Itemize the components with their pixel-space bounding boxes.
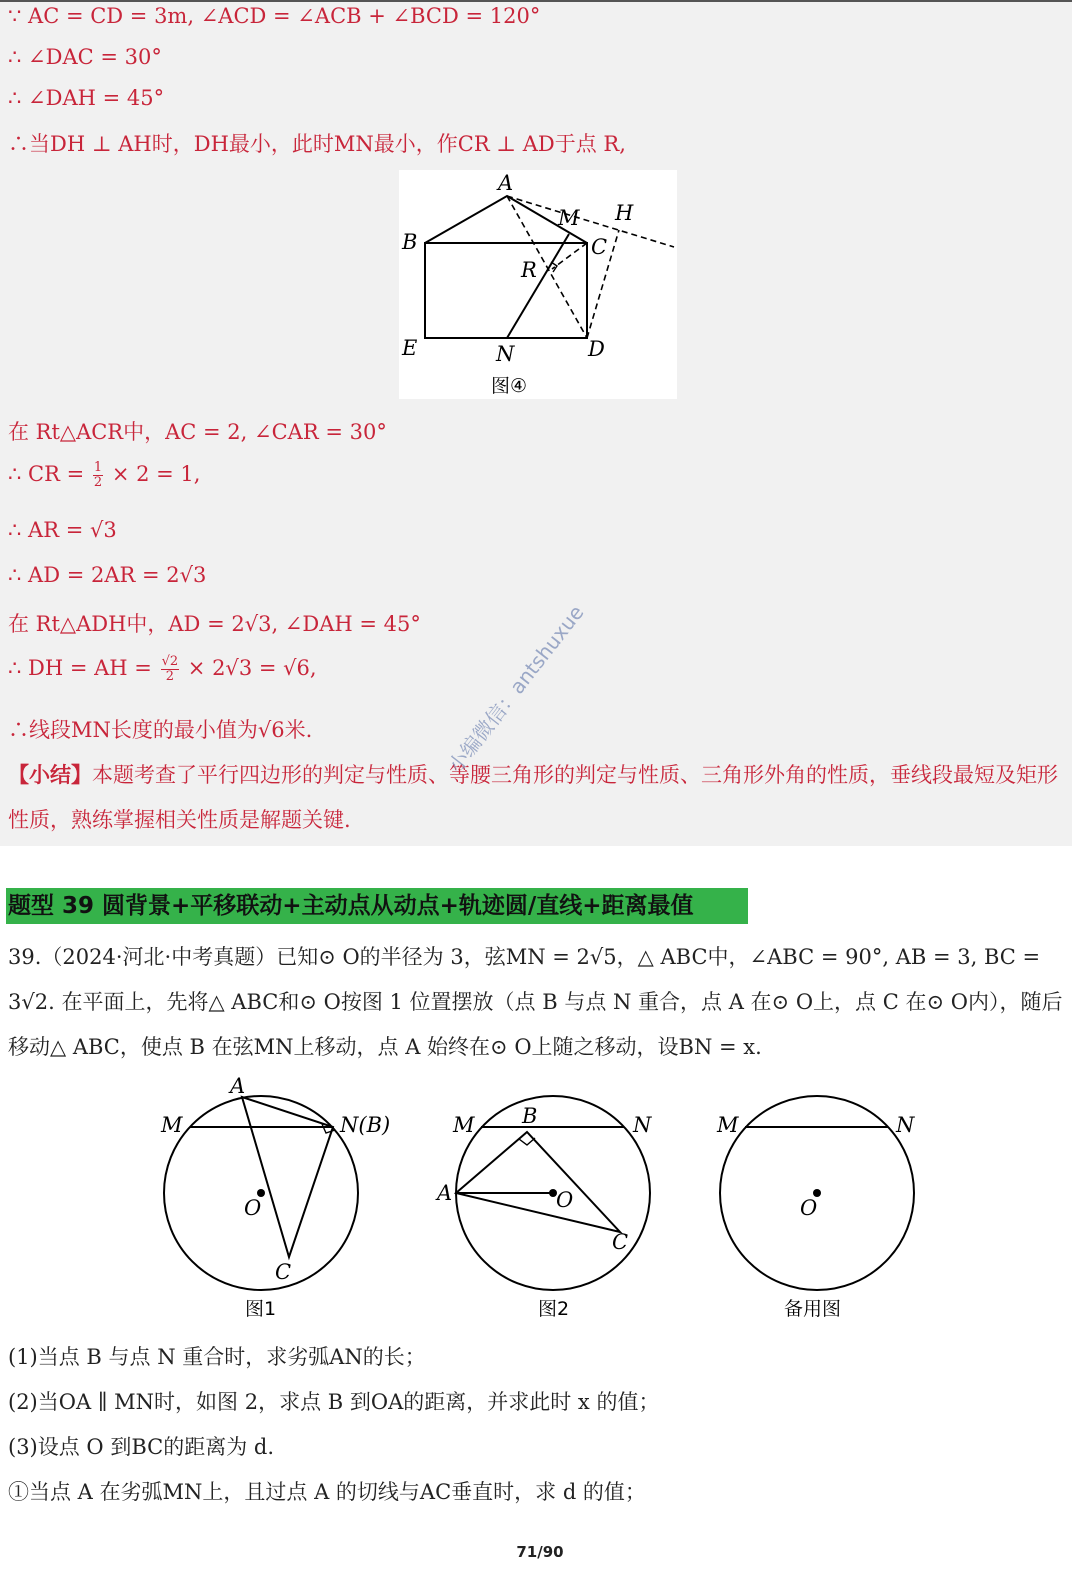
fig1-label-c: C: [275, 1260, 292, 1284]
summary-tag: 【小结】: [8, 762, 92, 787]
cr-suffix: × 2 = 1,: [105, 462, 201, 486]
dh-prefix: ∴ DH = AH =: [8, 656, 159, 680]
fig1-label-nb: N(B): [340, 1113, 391, 1137]
solution-line-6: ∴ AR = √3: [8, 518, 117, 542]
fig4-segment-cr: [552, 243, 587, 269]
fig4-label-a: A: [498, 171, 514, 195]
fig4-label-n: N: [496, 342, 515, 366]
fig1-label-o: O: [244, 1196, 262, 1220]
dh-fraction: [161, 655, 180, 684]
fig2-label-m: M: [453, 1113, 475, 1137]
problem-text: 39.（2024·河北·中考真题）已知⊙ O的半径为 3，弦MN = 2√5，△ ABC中，∠ABC = 90°, AB = 3, BC = 3√2. 在平面上，先将△ ABC和⊙ O按图 1 位置摆放（点 B 与点 N 重合，点 A 在⊙ O上，点 C 在⊙ O内），随后移动△ ABC，使点 B 在弦MN上移动，点 A 始终在⊙ O上随之移动，设BN = x.: [8, 945, 1063, 1059]
section-title: 题型 39 圆背景+平移联动+主动点从动点+轨迹圆/直线+距离最值: [6, 888, 748, 924]
dh-frac-num: √2: [161, 654, 179, 669]
fig2-label-a: A: [437, 1181, 453, 1205]
cr-frac-num: 1: [93, 460, 103, 475]
question-2: (2)当OA ∥ MN时，如图 2，求点 B 到OA的距离，并求此时 x 的值；: [8, 1390, 660, 1414]
fig4-label-b: B: [402, 230, 418, 254]
solution-line-cr: [8, 461, 200, 490]
fig1-label-a: A: [230, 1075, 246, 1098]
solution-line-dh: [8, 655, 317, 684]
fig2-caption: 图2: [538, 1298, 570, 1320]
question-3-1: ①当点 A 在劣弧MN上，且过点 A 的切线与AC垂直时，求 d 的值；: [8, 1480, 646, 1504]
fig3-label-m: M: [717, 1113, 739, 1137]
cr-fraction: [93, 461, 103, 490]
watermark: 小编微信：antshuxue: [443, 600, 589, 778]
solution-line-9: ∴线段MN长度的最小值为√6米.: [8, 718, 313, 742]
fig4-label-c: C: [591, 235, 608, 259]
fig3-label-n: N: [896, 1113, 915, 1137]
cr-frac-den: 2: [93, 475, 103, 490]
fig2-label-b: B: [522, 1104, 538, 1128]
fig4-label-h: H: [615, 201, 634, 225]
question-3: (3)设点 O 到BC的距离为 d.: [8, 1435, 274, 1459]
fig4-label-e: E: [402, 336, 418, 360]
solution-line-3: ∴ ∠DAH = 45°: [8, 86, 165, 110]
figure-4: [399, 170, 677, 399]
solution-line-5: 在 Rt△ACR中，AC = 2, ∠CAR = 30°: [8, 420, 387, 444]
fig1-caption: 图1: [245, 1298, 277, 1320]
solution-line-4: ∴当DH ⊥ AH时，DH最小，此时MN最小，作CR ⊥ AD于点 R,: [8, 132, 626, 156]
dh-frac-den: 2: [165, 669, 174, 684]
fig1-label-m: M: [161, 1113, 183, 1137]
dh-suffix: × 2√3 = √6,: [181, 656, 317, 680]
fig4-label-d: D: [588, 337, 605, 361]
fig3-label-o: O: [800, 1196, 818, 1220]
figure-4-diagram: [399, 170, 677, 399]
fig4-label-r: R: [521, 258, 537, 282]
figures-row: [150, 1075, 930, 1335]
fig2-label-c: C: [612, 1230, 629, 1254]
cr-prefix: ∴ CR =: [8, 462, 91, 486]
page-number: 71/90: [516, 1543, 564, 1561]
summary-text: 本题考查了平行四边形的判定与性质、等腰三角形的判定与性质、三角形外角的性质，垂线段最短及矩形性质，熟练掌握相关性质是解题关键.: [8, 763, 1058, 832]
fig4-label-m: M: [558, 206, 580, 230]
question-1: (1)当点 B 与点 N 重合时，求劣弧AN的长；: [8, 1345, 426, 1369]
solution-line-2: ∴ ∠DAC = 30°: [8, 45, 162, 69]
solution-line-8: 在 Rt△ADH中，AD = 2√3, ∠DAH = 45°: [8, 612, 421, 636]
fig2-label-n: N: [633, 1113, 652, 1137]
summary: [8, 752, 1066, 843]
top-rule: [0, 0, 1072, 2]
fig4-caption: 图④: [491, 375, 528, 397]
fig4-rectangle: [425, 243, 587, 338]
solution-line-7: ∴ AD = 2AR = 2√3: [8, 563, 207, 587]
figures-diagram: [150, 1075, 930, 1335]
solution-line-1: ∵ AC = CD = 3m, ∠ACD = ∠ACB + ∠BCD = 120°: [8, 4, 541, 28]
fig3-caption: 备用图: [784, 1298, 842, 1320]
fig2-label-o: O: [556, 1188, 574, 1212]
